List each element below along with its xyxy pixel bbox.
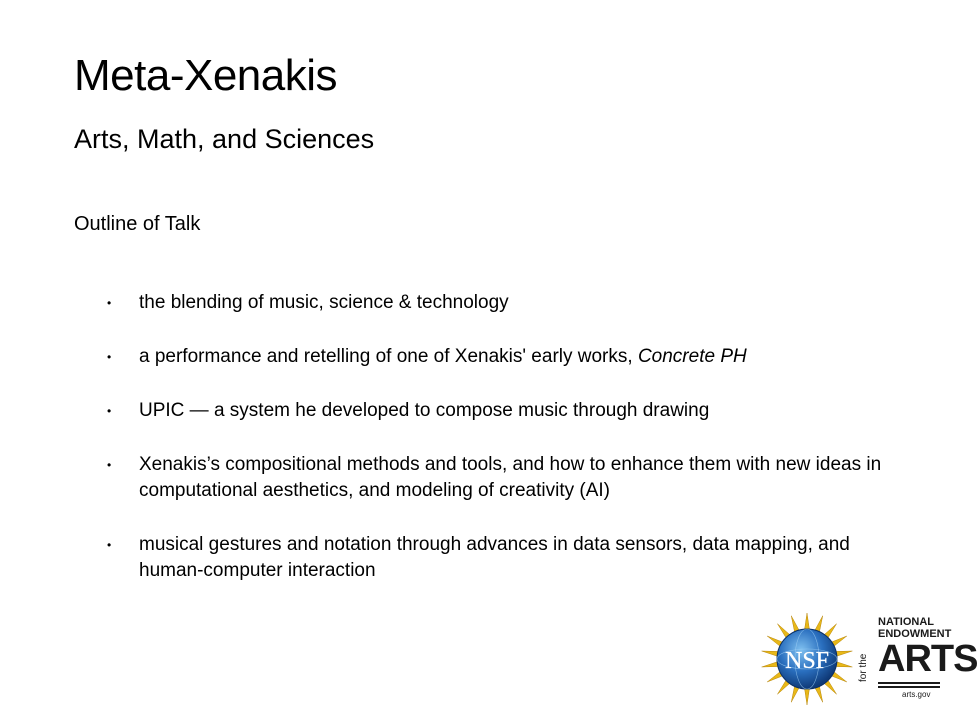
slide-subtitle: Arts, Math, and Sciences (74, 124, 375, 154)
bullet-marker: • (107, 458, 112, 472)
bullet-item (104, 532, 904, 584)
bullet-marker: • (107, 296, 112, 310)
bullet-marker: • (107, 350, 112, 364)
bullet-item (104, 290, 904, 316)
bullet-text (139, 534, 850, 581)
nsf-logo (760, 612, 854, 706)
work-title-italic: Concrete PH (637, 346, 747, 367)
bullet-text (139, 454, 881, 501)
nsf-logo-text: NSF (784, 648, 830, 674)
nea-for-the: for the (858, 653, 869, 682)
nea-url: arts.gov (902, 690, 931, 699)
nea-rule (878, 686, 940, 688)
bullet-item (104, 452, 904, 504)
nea-logo (856, 616, 977, 706)
slide-title: Meta-Xenakis (74, 51, 338, 100)
bullet-marker: • (107, 404, 112, 418)
sponsor-logos (760, 612, 977, 710)
bullet-text (139, 400, 709, 421)
nea-arts: ARTS (878, 638, 977, 680)
nea-national: NATIONAL (878, 616, 935, 628)
nsf-ray (804, 613, 809, 631)
bullet-text-main: musical gestures and notation through advances in data sensors, data mapping, and human-computer interaction (139, 534, 850, 581)
bullet-text (139, 346, 747, 367)
bullet-text-main: Xenakis’s compositional methods and tools, and how to enhance them with new ideas in computational aesthetics, and modeling of creativity (AI) (139, 454, 882, 501)
nsf-ray (804, 687, 809, 705)
bullet-item (104, 344, 904, 370)
bullet-text-main: a performance and retelling of one of Xenakis' early works, (139, 346, 638, 367)
bullet-item (104, 398, 904, 424)
bullet-list (104, 290, 904, 612)
bullet-text (139, 292, 509, 313)
bullet-text-main: the blending of music, science & technology (139, 292, 509, 313)
nea-rule (878, 682, 940, 684)
bullet-marker: • (107, 538, 112, 552)
nea-endowment: ENDOWMENT (878, 628, 952, 640)
outline-heading: Outline of Talk (74, 213, 201, 235)
bullet-text-main: UPIC — a system he developed to compose music through drawing (139, 400, 710, 421)
